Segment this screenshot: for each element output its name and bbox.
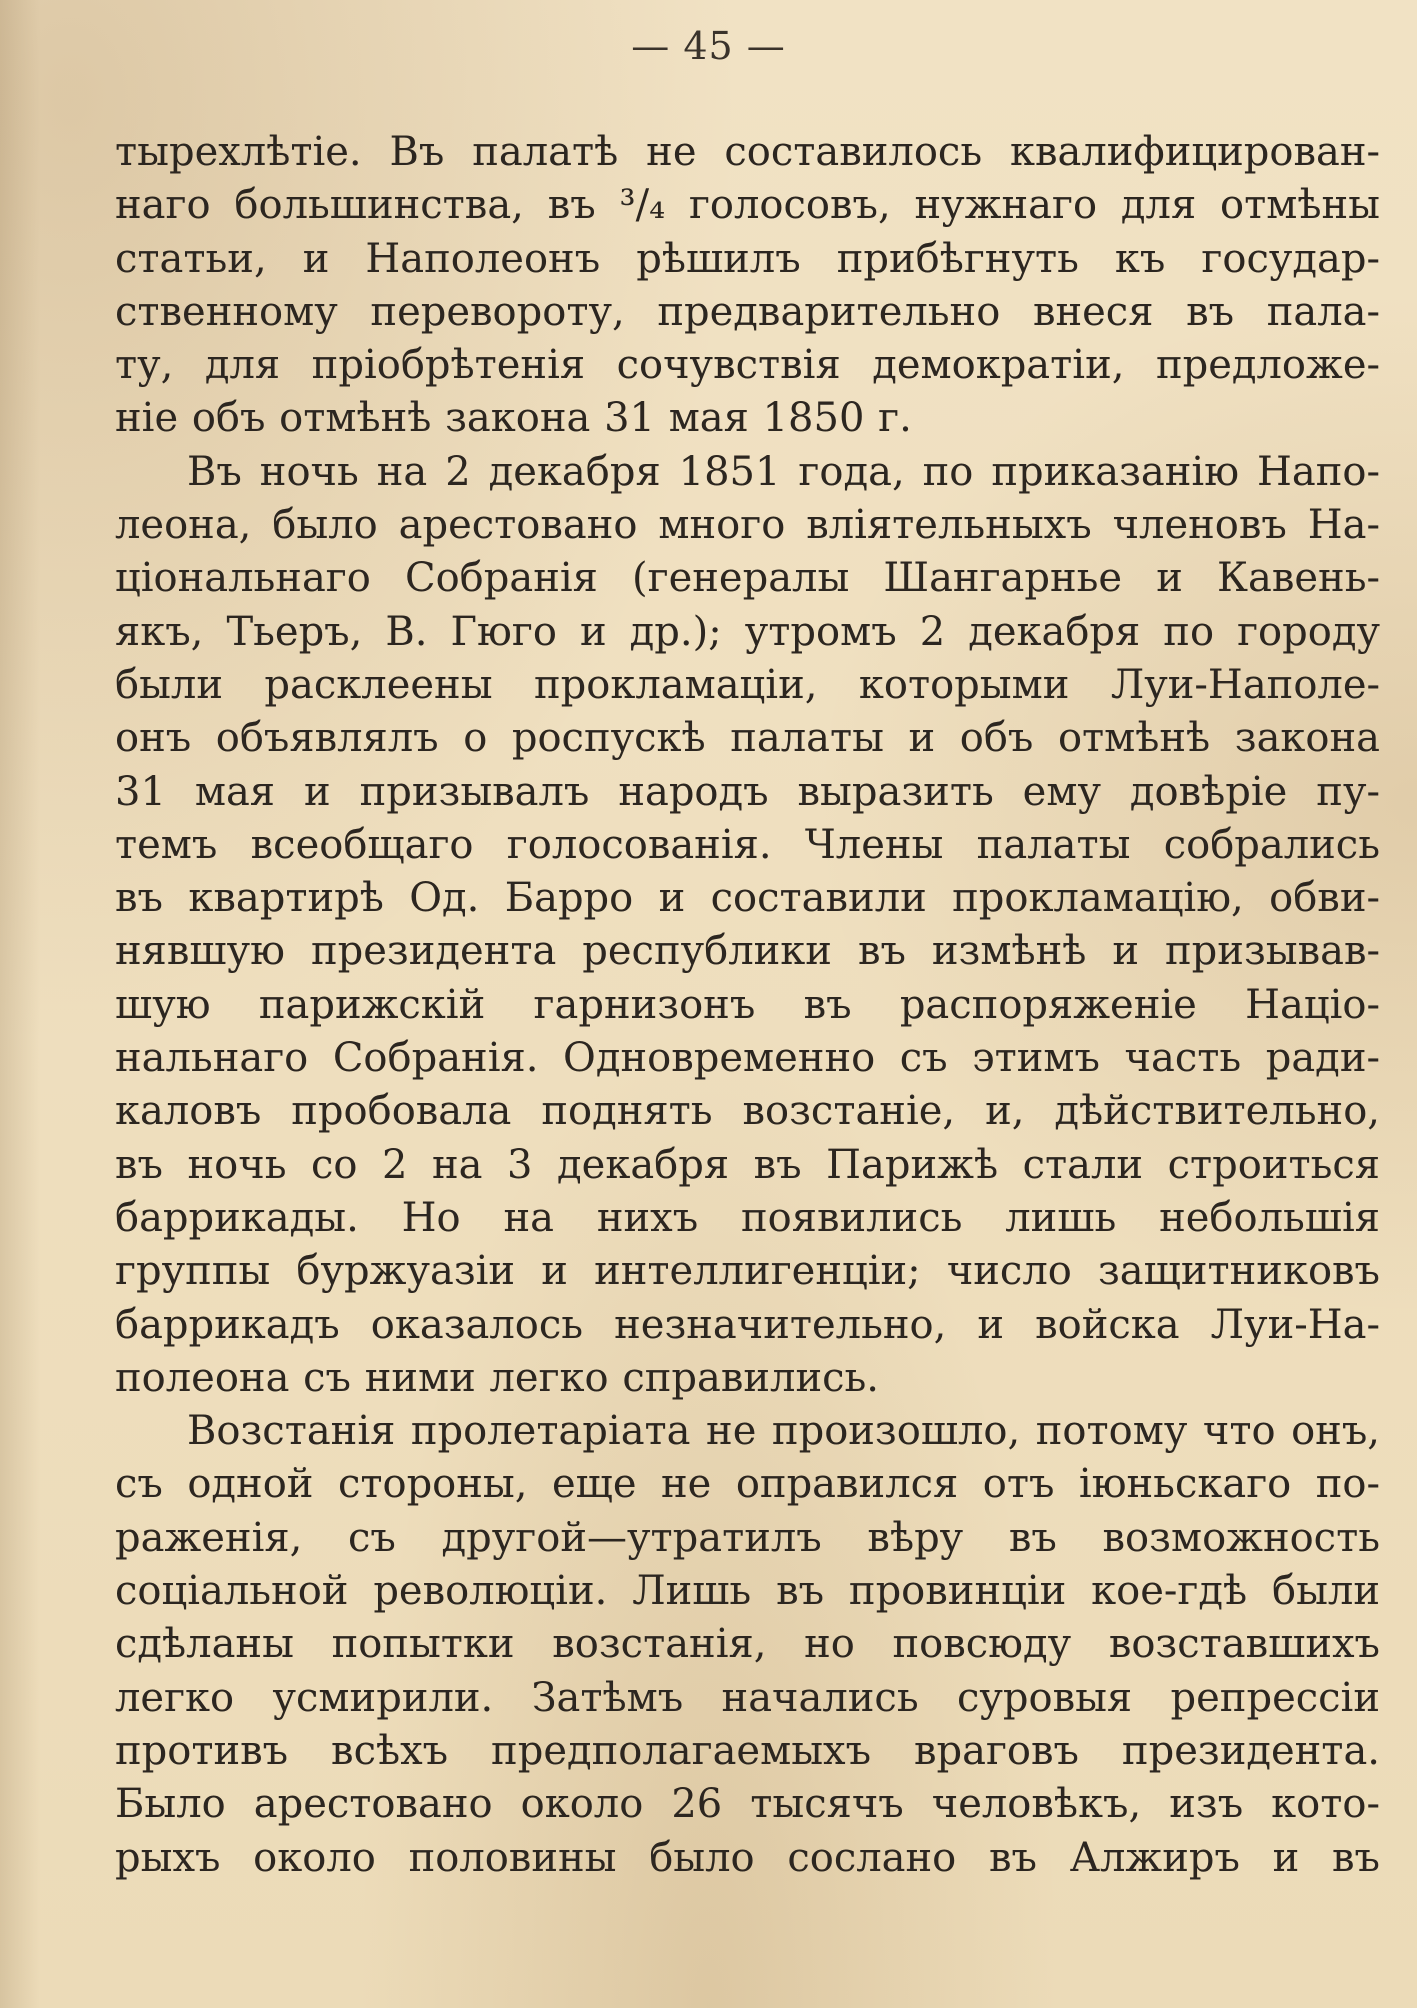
- text-line: каловъ пробовала поднять возстаніе, и, дѣйствительно,: [115, 1088, 1380, 1135]
- text-line: шую парижскій гарнизонъ въ распоряженіе Націо-: [115, 981, 1380, 1028]
- text-line: онъ объявлялъ о роспускѣ палаты и объ отмѣнѣ закона: [115, 715, 1380, 762]
- page-shadow-edge: [0, 0, 40, 2008]
- text-line: нальнаго Собранія. Одновременно съ этимъ часть ради-: [115, 1035, 1380, 1082]
- text-line: баррикады. Но на нихъ появились лишь небольшія: [115, 1194, 1380, 1241]
- text-line: группы буржуазіи и интеллигенціи; число защитниковъ: [115, 1248, 1380, 1295]
- text-line: ціональнаго Собранія (генералы Шангарнье и Кавень-: [115, 555, 1380, 602]
- text-line: якъ, Тьеръ, В. Гюго и др.); утромъ 2 декабря по городу: [115, 608, 1380, 655]
- text-line: сдѣланы попытки возстанія, но повсюду возставшихъ: [115, 1621, 1380, 1668]
- paragraph-2: [115, 446, 1380, 1405]
- text-line: съ одной стороны, еще не оправился отъ іюньскаго по-: [115, 1461, 1380, 1508]
- text-line: легко усмирили. Затѣмъ начались суровыя репрессіи: [115, 1674, 1380, 1721]
- text-line: ту, для пріобрѣтенія сочувствія демократіи, предложе-: [115, 342, 1380, 389]
- text-line: въ ночь со 2 на 3 декабря въ Парижѣ стали строиться: [115, 1141, 1380, 1188]
- text-line: Возстанія пролетаріата не произошло, потому что онъ,: [187, 1408, 1380, 1455]
- text-line: 31 мая и призывалъ народъ выразить ему довѣріе пу-: [115, 768, 1380, 815]
- text-line: Было арестовано около 26 тысячъ человѣкъ, изъ кото-: [115, 1781, 1380, 1828]
- text-line: нявшую президента республики въ измѣнѣ и призывав-: [115, 928, 1380, 975]
- text-line: полеона съ ними легко справились.: [115, 1354, 879, 1401]
- page-number: — 45 —: [631, 24, 786, 68]
- text-line: наго большинства, въ ³/₄ голосовъ, нужнаго для отмѣны: [115, 182, 1380, 229]
- text-line: темъ всеобщаго голосованія. Члены палаты собрались: [115, 821, 1380, 868]
- text-line: ственному перевороту, предварительно внеся въ пала-: [115, 288, 1380, 335]
- text-line: противъ всѣхъ предполагаемыхъ враговъ президента.: [115, 1727, 1380, 1774]
- text-line: статьи, и Наполеонъ рѣшилъ прибѣгнуть къ государ-: [115, 235, 1380, 282]
- text-line: тырехлѣтіе. Въ палатѣ не составилось квалифицирован-: [115, 129, 1380, 175]
- text-line: леона, было арестовано много вліятельныхъ членовъ На-: [115, 502, 1380, 549]
- text-line: ніе объ отмѣнѣ закона 31 мая 1850 г.: [115, 395, 912, 442]
- main-text: [115, 126, 1380, 1885]
- text-line: раженія, съ другой—утратилъ вѣру въ возможность: [115, 1514, 1380, 1561]
- text-line: были расклеены прокламаціи, которыми Луи-Наполе-: [115, 661, 1380, 708]
- text-line: Въ ночь на 2 декабря 1851 года, по приказанію Напо-: [187, 448, 1380, 495]
- text-line: баррикадъ оказалось незначительно, и войска Луи-На-: [115, 1301, 1380, 1348]
- paragraph-3: [115, 1405, 1380, 1885]
- text-line: соціальной революціи. Лишь въ провинціи кое-гдѣ были: [115, 1568, 1380, 1615]
- paragraph-1: [115, 126, 1380, 446]
- text-line: въ квартирѣ Од. Барро и составили прокламацію, обви-: [115, 875, 1380, 922]
- text-line: рыхъ около половины было сослано въ Алжиръ и въ: [115, 1834, 1380, 1881]
